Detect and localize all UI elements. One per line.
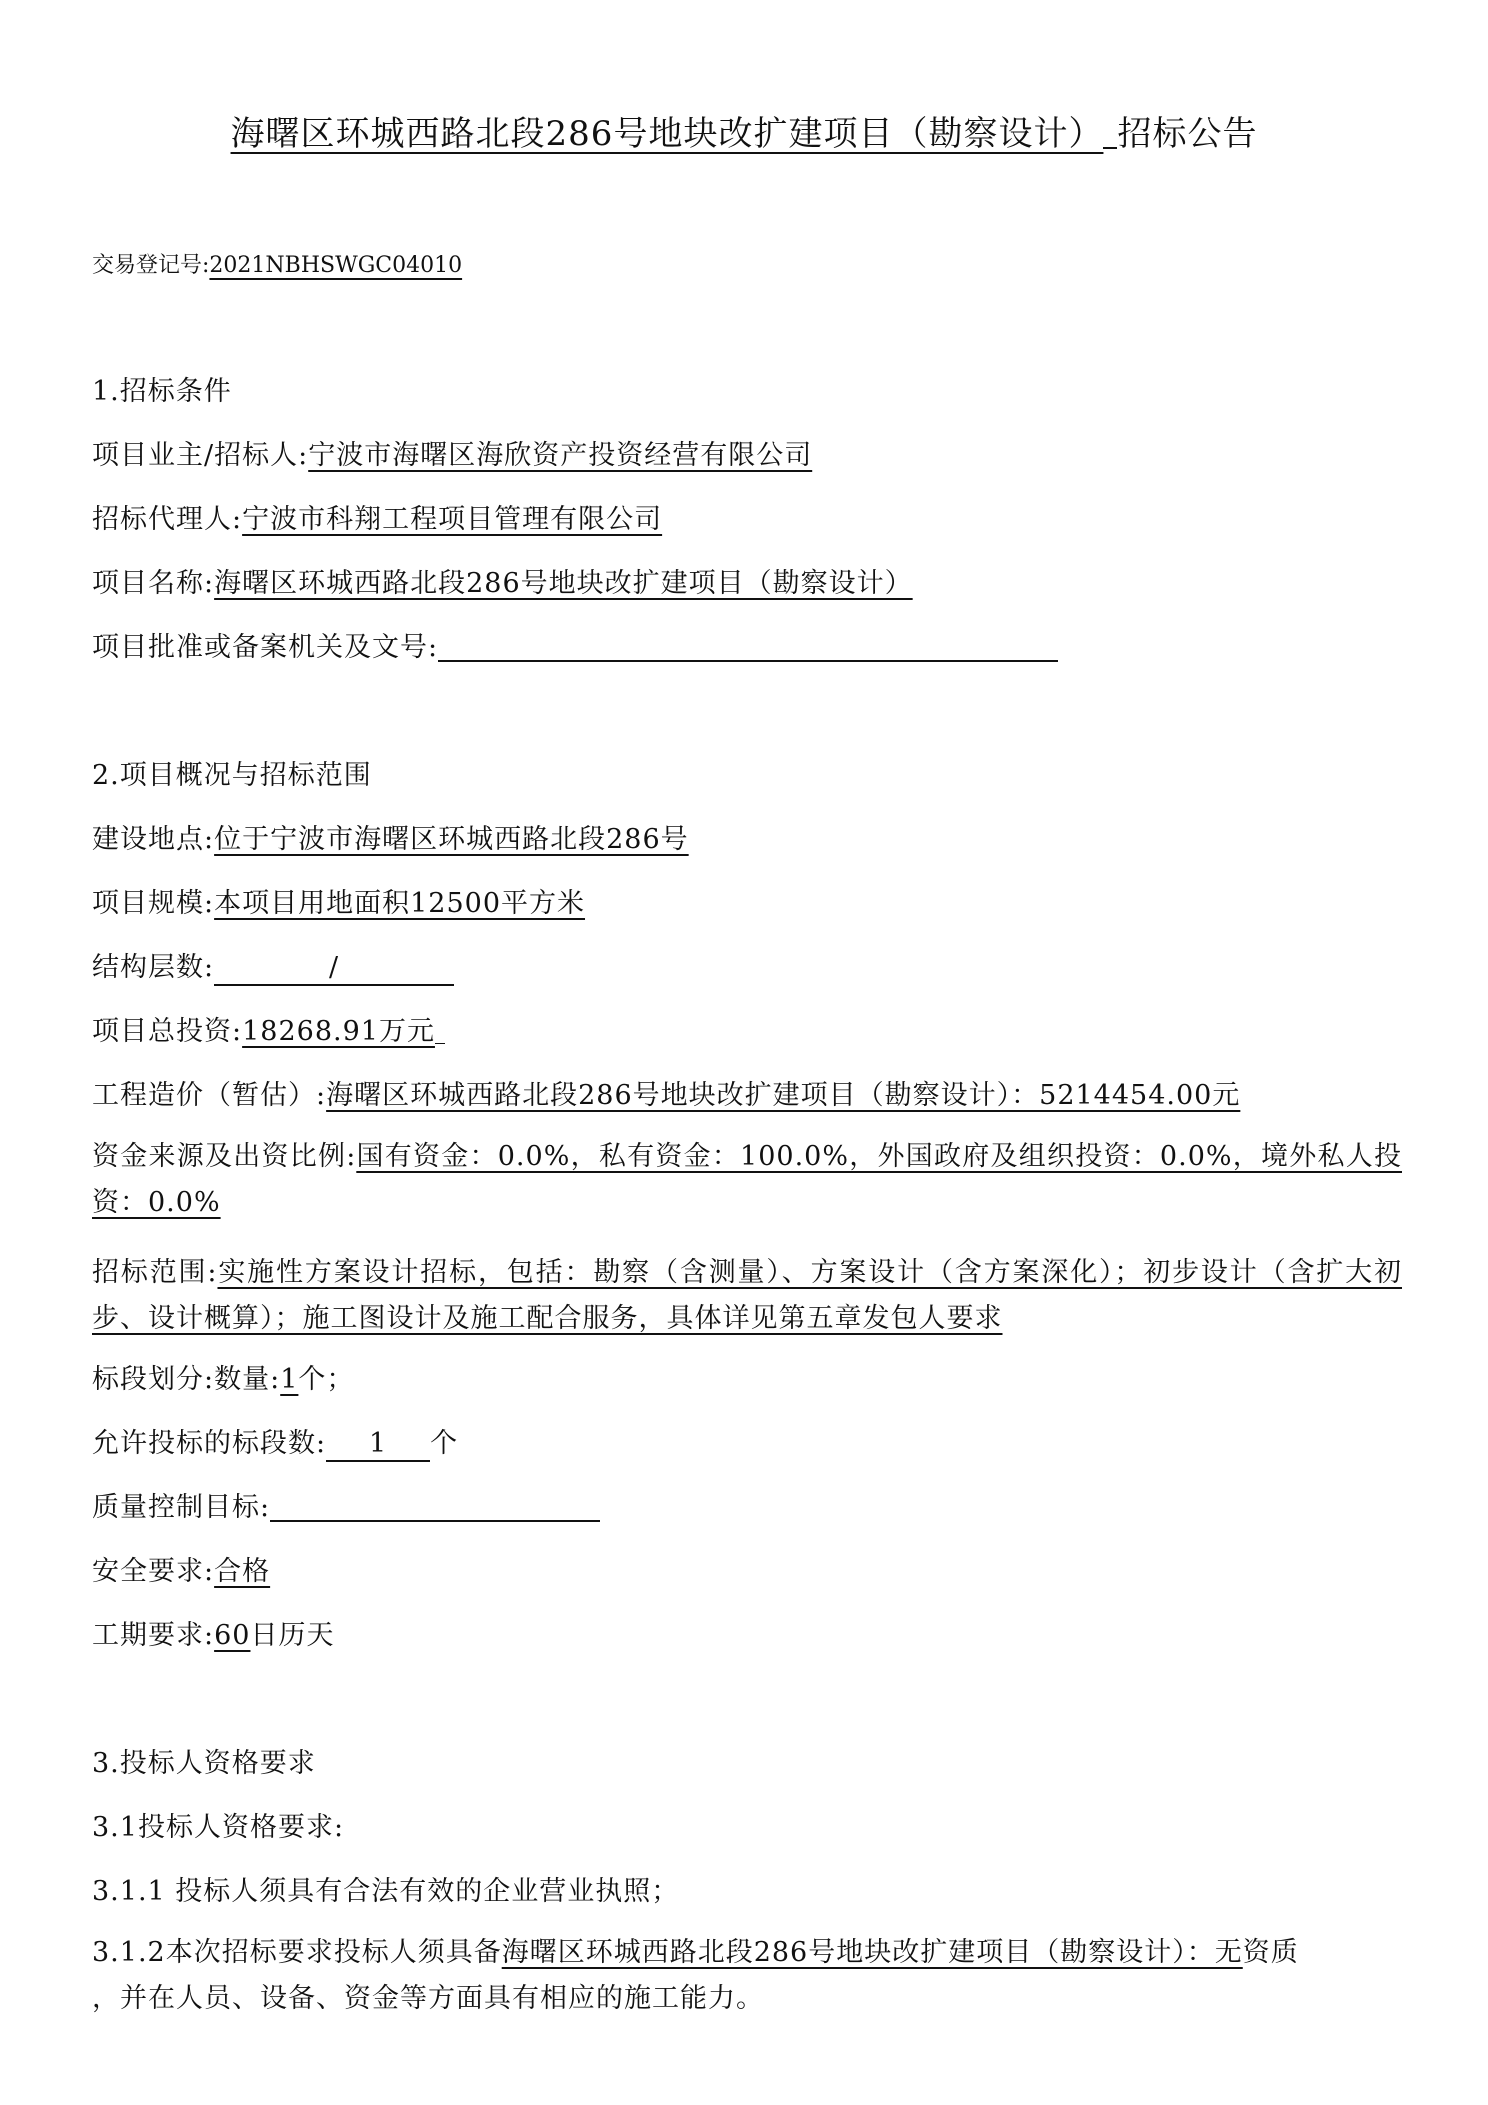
investment-label: 项目总投资: — [92, 1016, 243, 1047]
cost-label: 工程造价（暂估）: — [92, 1080, 327, 1111]
duration-line — [92, 1616, 334, 1656]
location-value: 位于宁波市海曙区环城西路北段286号 — [214, 824, 689, 855]
section3-subheading: 3.1投标人资格要求: — [92, 1812, 345, 1843]
investment-underline-tail — [435, 1015, 445, 1044]
project-name-line — [92, 564, 913, 604]
safety-label: 安全要求: — [92, 1556, 215, 1587]
title-underline-gap — [1103, 119, 1117, 149]
scale-line — [92, 884, 585, 924]
duration-label: 工期要求: — [92, 1620, 215, 1651]
funding-paragraph — [92, 1134, 1402, 1226]
location-line — [92, 820, 689, 860]
safety-line — [92, 1552, 270, 1592]
allowed-label: 允许投标的标段数: — [92, 1428, 327, 1459]
cost-line — [92, 1076, 1240, 1116]
quality-blank — [270, 1490, 600, 1522]
qualification-item-2 — [92, 1930, 1402, 2022]
lots-count: 1 — [280, 1364, 299, 1395]
section2-heading: 2.项目概况与招标范围 — [92, 760, 372, 791]
funding-label: 资金来源及出资比例: — [92, 1141, 357, 1172]
owner-label: 项目业主/招标人: — [92, 440, 309, 471]
scale-value: 本项目用地面积12500平方米 — [214, 888, 586, 919]
allowed-lots-line — [92, 1424, 458, 1464]
item2-rest: ，并在人员、设备、资金等方面具有相应的施工能力。 — [92, 1983, 764, 2014]
agent-value: 宁波市科翔工程项目管理有限公司 — [242, 504, 663, 535]
safety-value: 合格 — [214, 1556, 271, 1587]
cost-value: 海曙区环城西路北段286号地块改扩建项目（勘察设计）：5214454.00元 — [326, 1080, 1241, 1111]
investment-line — [92, 1012, 445, 1052]
project-name-label: 项目名称: — [92, 568, 215, 599]
registration-label: 交易登记号: — [92, 253, 210, 278]
floors-label: 结构层数: — [92, 952, 215, 983]
section3-heading: 3.投标人资格要求 — [92, 1748, 316, 1779]
lots-unit: 个； — [298, 1364, 355, 1395]
quality-label: 质量控制目标: — [92, 1492, 271, 1523]
item2-prefix: 3.1.2本次招标要求投标人须具备 — [92, 1937, 502, 1968]
owner-value: 宁波市海曙区海欣资产投资经营有限公司 — [308, 440, 813, 471]
allowed-value: 1 — [326, 1428, 430, 1462]
page-title — [0, 112, 1488, 156]
approval-blank — [438, 630, 1058, 662]
title-suffix: 招标公告 — [1117, 114, 1258, 154]
title-project-name: 海曙区环城西路北段286号地块改扩建项目（勘察设计） — [230, 114, 1104, 154]
duration-unit: 日历天 — [250, 1620, 335, 1651]
duration-value: 60 — [214, 1620, 251, 1651]
floors-line — [92, 948, 454, 988]
section1-heading: 1.招标条件 — [92, 376, 232, 407]
registration-line — [92, 246, 462, 286]
funding-value: 国有资金：0.0%，私有资金：100.0%，外国政府及组织投资：0.0%，境外私人投资：0.0% — [92, 1141, 1402, 1218]
item2-project: 海曙区环城西路北段286号地块改扩建项目（勘察设计）：无 — [501, 1937, 1243, 1968]
allowed-unit: 个 — [430, 1428, 459, 1459]
investment-value: 18268.91万元 — [242, 1016, 435, 1047]
item2-suffix: 资质 — [1242, 1937, 1299, 1968]
agent-line — [92, 500, 662, 540]
lots-count-label: 数量: — [214, 1364, 281, 1395]
lots-label: 标段划分: — [92, 1364, 215, 1395]
owner-line — [92, 436, 812, 476]
agent-label: 招标代理人: — [92, 504, 243, 535]
scope-value: 实施性方案设计招标，包括：勘察（含测量）、方案设计（含方案深化）；初步设计（含扩大初步、设计概算）；施工图设计及施工配合服务，具体详见第五章发包人要求 — [92, 1257, 1402, 1334]
quality-line — [92, 1488, 600, 1528]
location-label: 建设地点: — [92, 824, 215, 855]
qualification-item-1: 3.1.1 投标人须具有合法有效的企业营业执照； — [92, 1876, 680, 1907]
scale-label: 项目规模: — [92, 888, 215, 919]
floors-value: / — [214, 952, 454, 986]
lots-line — [92, 1360, 354, 1400]
approval-label: 项目批准或备案机关及文号: — [92, 632, 439, 663]
scope-label: 招标范围: — [92, 1257, 218, 1288]
approval-line — [92, 628, 1058, 668]
project-name-value: 海曙区环城西路北段286号地块改扩建项目（勘察设计） — [214, 568, 913, 599]
registration-number: 2021NBHSWGC04010 — [209, 253, 463, 278]
scope-paragraph — [92, 1250, 1402, 1342]
